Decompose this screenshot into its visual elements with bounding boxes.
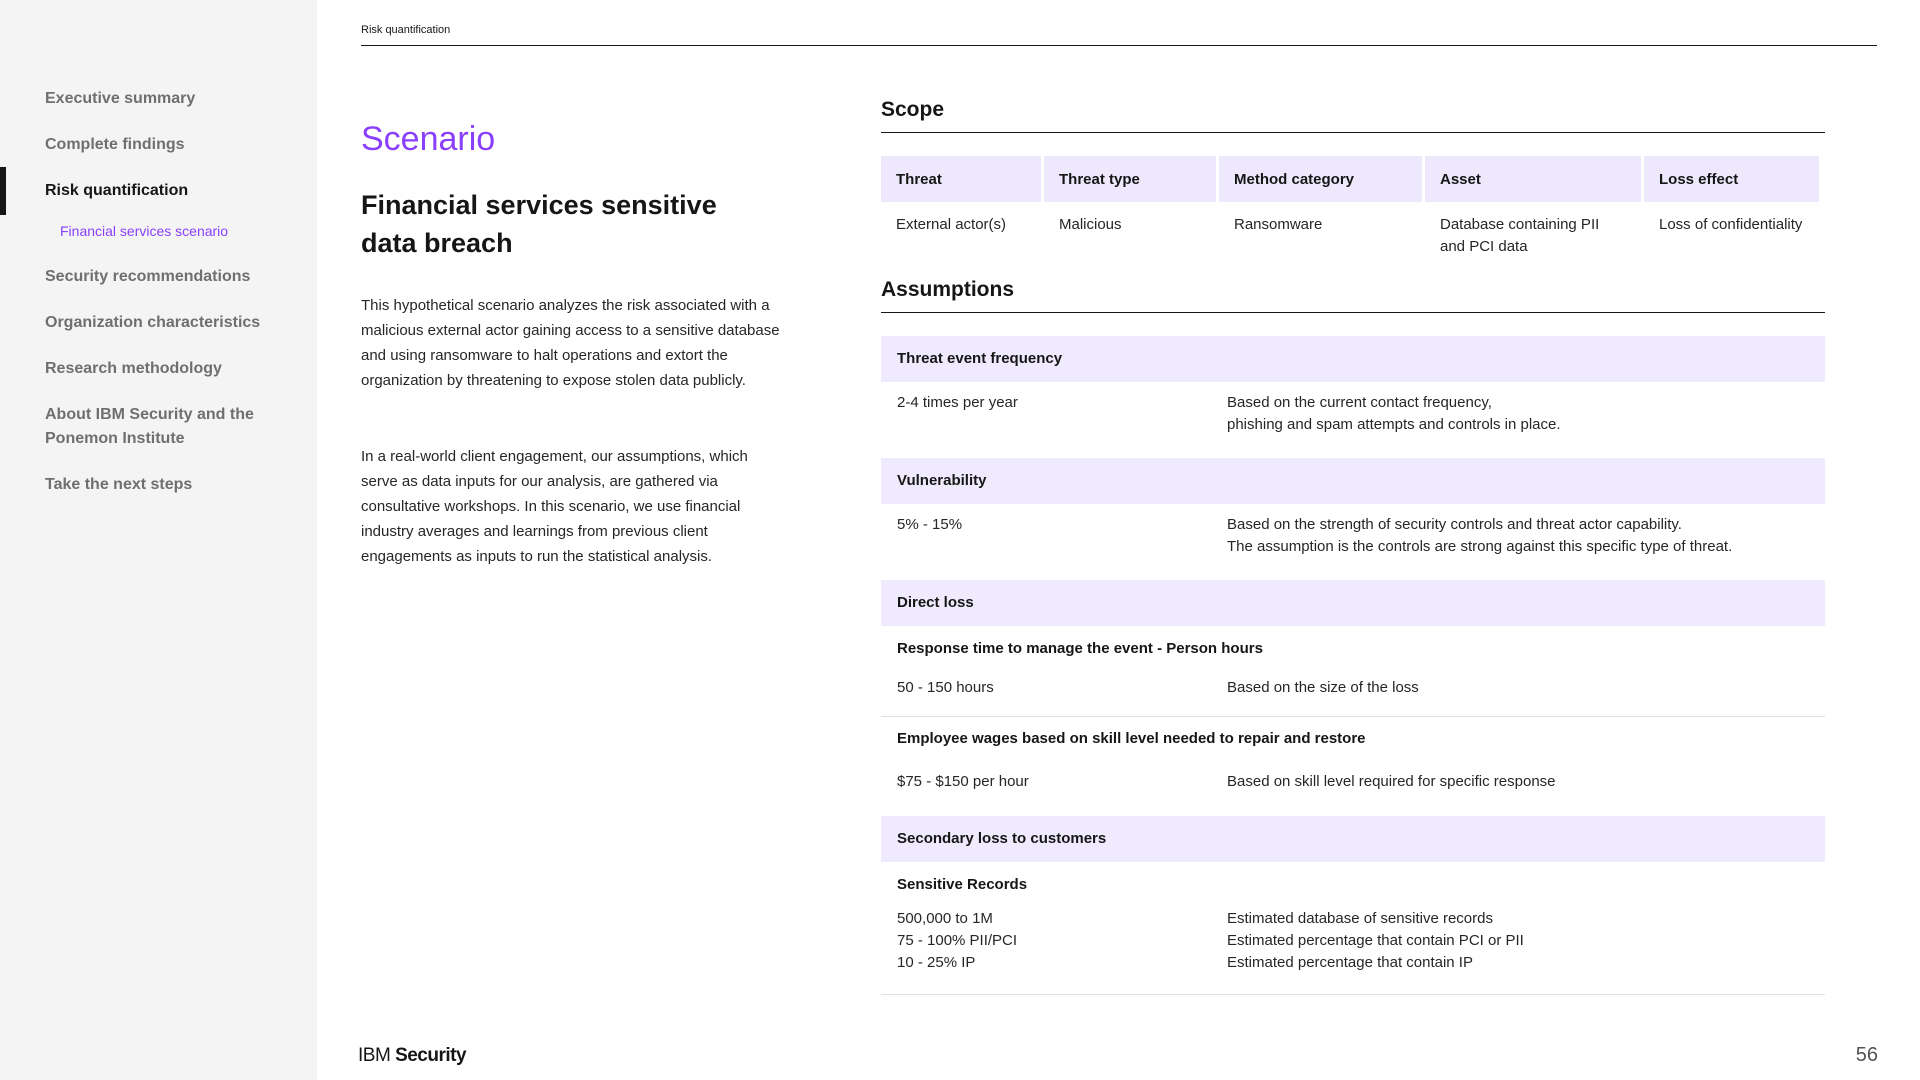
- sidebar-item-complete-findings[interactable]: Complete findings: [45, 136, 185, 153]
- sensitive-records-label: Sensitive Records: [897, 876, 1028, 893]
- scenario-subtitle: Financial services sensitive data breach: [361, 190, 717, 258]
- scope-section: [881, 98, 1825, 258]
- breadcrumb: Risk quantification: [361, 24, 451, 36]
- sidebar-item-risk-quantification[interactable]: Risk quantification: [0, 179, 317, 203]
- vulnerability-note: [1227, 514, 1825, 558]
- records-count-value: 500,000 to 1M: [897, 910, 993, 927]
- vulnerability-value: 5% - 15%: [897, 516, 963, 533]
- method-paragraph: In a real-world client engagement, our assumptions, which serve as data inputs for our analysis, are gathered via consultative workshops. In this scenario, we use financial industry averages and learnings from previous client engagements as inputs to run the statistical analysis.: [361, 448, 748, 565]
- threat-frequency-row: [881, 382, 1825, 436]
- secondary-loss-band: Secondary loss to customers: [881, 816, 1825, 862]
- employee-wages-note: Based on skill level required for specific response: [1227, 773, 1556, 790]
- employee-wages-row: [881, 750, 1825, 793]
- response-time-label: Response time to manage the event - Person hours: [897, 640, 1263, 657]
- sensitive-records-values: [897, 908, 1227, 974]
- sensitive-records-notes: [1227, 908, 1825, 974]
- scope-col-loss-effect: Loss effect: [1644, 156, 1819, 202]
- sidebar: [0, 0, 317, 1080]
- employee-wages-label: Employee wages based on skill level needed to repair and restore: [897, 730, 1366, 747]
- row-divider: [881, 994, 1825, 995]
- threat-frequency-value: 2-4 times per year: [897, 394, 1018, 411]
- scope-col-method-category: Method category: [1219, 156, 1422, 202]
- ibm-security-logo: [358, 1045, 466, 1067]
- logo-security-text: Security: [395, 1045, 467, 1066]
- vulnerability-row: [881, 504, 1825, 558]
- vulnerability-note-line1: Based on the strength of security controls and threat actor capability.: [1227, 516, 1682, 533]
- scope-cell-asset: Database containing PII and PCI data: [1440, 216, 1600, 255]
- direct-loss-band: Direct loss: [881, 580, 1825, 626]
- logo-ibm-text: IBM: [358, 1045, 391, 1066]
- threat-frequency-note: [1227, 392, 1825, 436]
- response-time-note: Based on the size of the loss: [1227, 679, 1419, 696]
- sidebar-item-organization-characteristics[interactable]: Organization characteristics: [45, 314, 261, 331]
- records-ip-note: Estimated percentage that contain IP: [1227, 954, 1473, 971]
- records-pii-pci-value: 75 - 100% PII/PCI: [897, 932, 1018, 949]
- scope-cell-loss-effect: Loss of confidentiality: [1659, 216, 1803, 233]
- vulnerability-note-line2: The assumption is the controls are strong against this specific type of threat.: [1227, 538, 1733, 555]
- response-time-row: [881, 660, 1825, 716]
- records-ip-value: 10 - 25% IP: [897, 954, 976, 971]
- scope-cell-threat: External actor(s): [896, 216, 1007, 233]
- table-row: [881, 202, 1819, 258]
- sensitive-records-row: [881, 896, 1825, 994]
- scope-col-threat-type: Threat type: [1044, 156, 1216, 202]
- response-time-value: 50 - 150 hours: [897, 679, 994, 696]
- sidebar-subitem-financial-services-scenario[interactable]: Financial services scenario: [60, 223, 229, 239]
- vulnerability-band: Vulnerability: [881, 458, 1825, 504]
- sidebar-item-executive-summary[interactable]: Executive summary: [45, 90, 196, 107]
- assumptions-heading: Assumptions: [881, 278, 1825, 313]
- assumptions-section: [881, 278, 1825, 995]
- header-divider: [361, 45, 1877, 46]
- scope-col-threat: Threat: [881, 156, 1041, 202]
- scope-cell-threat-type: Malicious: [1059, 216, 1122, 233]
- threat-frequency-note-line2: phishing and spam attempts and controls in place.: [1227, 416, 1561, 433]
- threat-frequency-band: Threat event frequency: [881, 336, 1825, 382]
- records-count-note: Estimated database of sensitive records: [1227, 910, 1493, 927]
- threat-frequency-note-line1: Based on the current contact frequency,: [1227, 394, 1492, 411]
- records-pii-pci-note: Estimated percentage that contain PCI or PII: [1227, 932, 1524, 949]
- scope-cell-method-category: Ransomware: [1234, 216, 1323, 233]
- page-title: Scenario: [361, 120, 496, 158]
- scope-table: [878, 156, 1822, 258]
- sidebar-item-about-ibm[interactable]: About IBM Security and the Ponemon Institute: [45, 406, 254, 447]
- page-number: 56: [1855, 1044, 1878, 1066]
- sidebar-item-next-steps[interactable]: Take the next steps: [45, 476, 193, 493]
- sidebar-nav: [0, 87, 317, 519]
- employee-wages-value: $75 - $150 per hour: [897, 773, 1029, 790]
- sidebar-item-research-methodology[interactable]: Research methodology: [45, 360, 222, 377]
- intro-paragraph: This hypothetical scenario analyzes the risk associated with a malicious external actor gaining access to a sensitive database and using ransomware to halt operations and extort the organization by threatening to expose stolen data publicly.: [361, 297, 780, 389]
- scope-header-row: [881, 156, 1819, 202]
- scope-heading: Scope: [881, 98, 1825, 133]
- scope-col-asset: Asset: [1425, 156, 1641, 202]
- sidebar-item-security-recommendations[interactable]: Security recommendations: [45, 268, 251, 285]
